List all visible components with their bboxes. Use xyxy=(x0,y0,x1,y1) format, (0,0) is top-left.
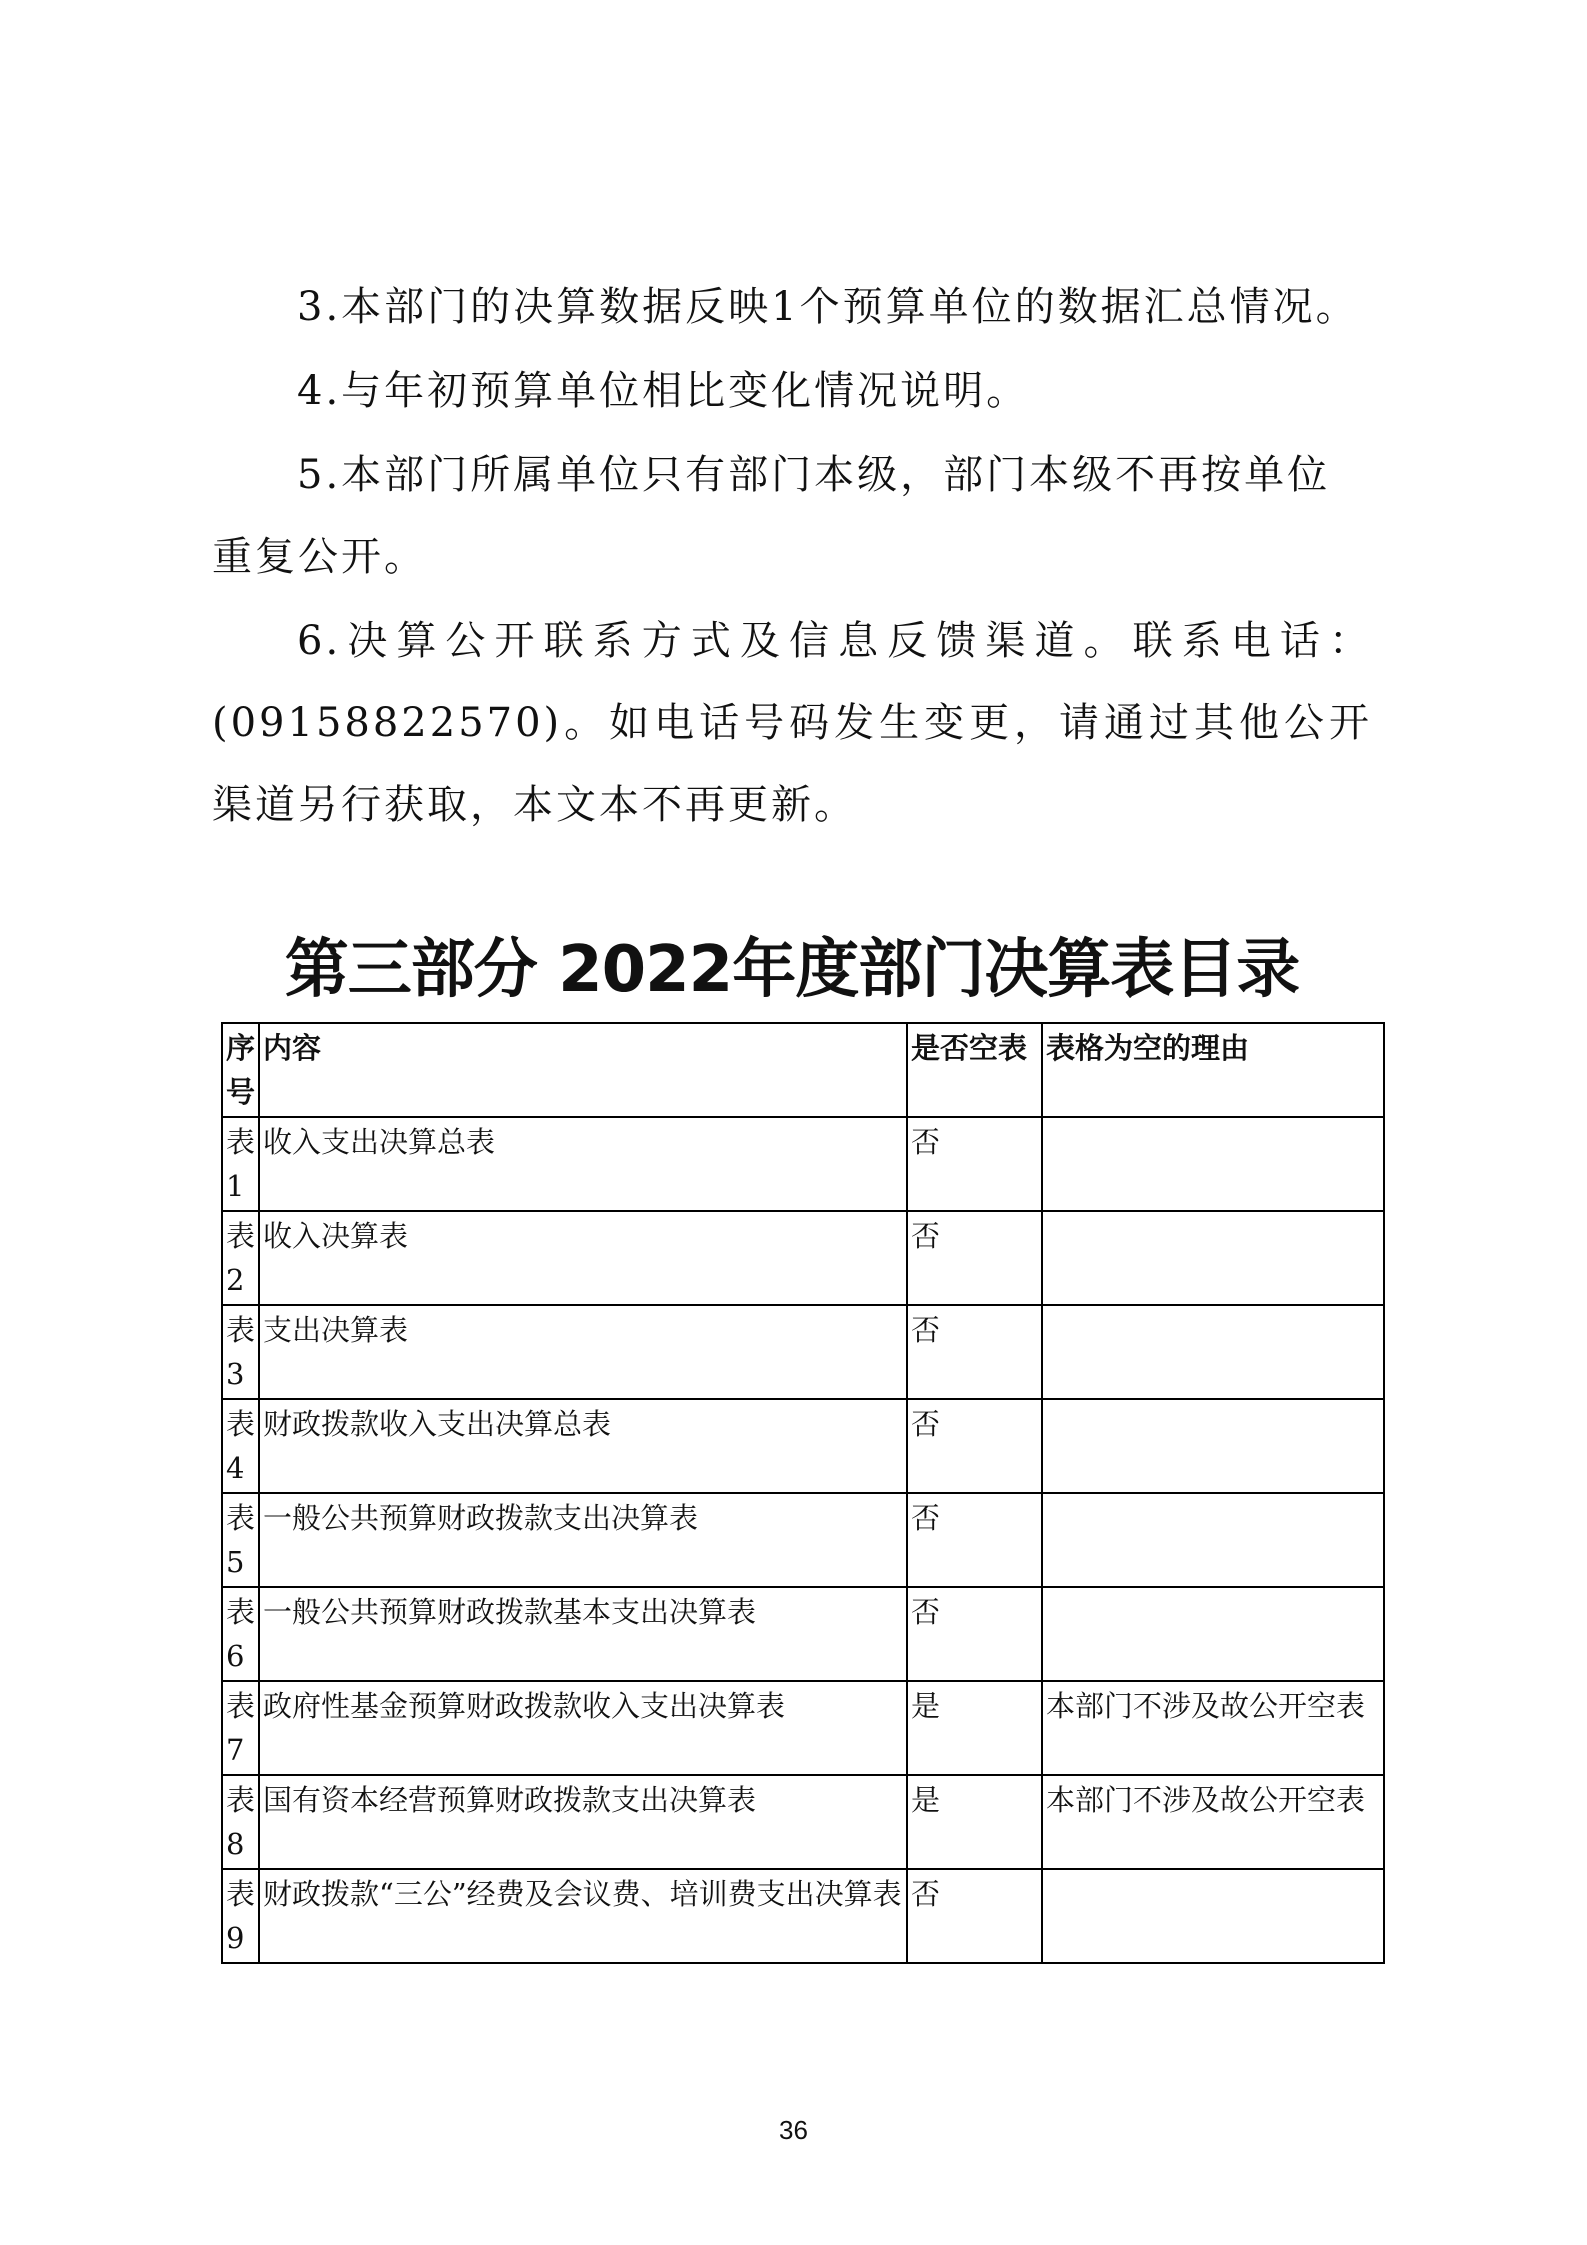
row-content: 收入支出决算总表 xyxy=(259,1117,907,1211)
row-seq: 表5 xyxy=(222,1493,259,1587)
row-is-empty: 否 xyxy=(907,1869,1042,1963)
paragraph-5: 5.本部门所属单位只有部门本级，部门本级不再按单位重复公开。 xyxy=(212,452,1331,580)
row-reason xyxy=(1042,1493,1384,1587)
row-content: 收入决算表 xyxy=(259,1211,907,1305)
table-row xyxy=(222,1681,1384,1775)
row-seq: 表2 xyxy=(222,1211,259,1305)
row-seq: 表9 xyxy=(222,1869,259,1963)
row-is-empty: 否 xyxy=(907,1493,1042,1587)
row-reason xyxy=(1042,1869,1384,1963)
row-is-empty: 否 xyxy=(907,1211,1042,1305)
row-content: 财政拨款“三公”经费及会议费、培训费支出决算表 xyxy=(259,1869,907,1963)
header-is-empty: 是否空表 xyxy=(907,1023,1042,1117)
header-seq: 序号 xyxy=(222,1023,259,1117)
page-number: 36 xyxy=(779,2115,808,2145)
row-is-empty: 是 xyxy=(907,1775,1042,1869)
row-content: 支出决算表 xyxy=(259,1305,907,1399)
row-content: 一般公共预算财政拨款基本支出决算表 xyxy=(259,1587,907,1681)
row-seq: 表4 xyxy=(222,1399,259,1493)
row-reason xyxy=(1042,1117,1384,1211)
row-content: 政府性基金预算财政拨款收入支出决算表 xyxy=(259,1681,907,1775)
table-header-row xyxy=(222,1023,1384,1117)
table-row xyxy=(222,1211,1384,1305)
row-reason: 本部门不涉及故公开空表 xyxy=(1042,1681,1384,1775)
header-reason: 表格为空的理由 xyxy=(1042,1023,1384,1117)
table-row xyxy=(222,1775,1384,1869)
row-reason xyxy=(1042,1587,1384,1681)
table-row xyxy=(222,1493,1384,1587)
row-is-empty: 否 xyxy=(907,1117,1042,1211)
row-seq: 表8 xyxy=(222,1775,259,1869)
table-row xyxy=(222,1869,1384,1963)
row-reason: 本部门不涉及故公开空表 xyxy=(1042,1775,1384,1869)
paragraph-6: 6.决算公开联系方式及信息反馈渠道。联系电话：(09158822570)。如电话号码发生变更，请通过其他公开渠道另行获取，本文本不再更新。 xyxy=(212,618,1372,828)
row-reason xyxy=(1042,1399,1384,1493)
row-reason xyxy=(1042,1211,1384,1305)
row-is-empty: 是 xyxy=(907,1681,1042,1775)
header-content: 内容 xyxy=(259,1023,907,1117)
table-row xyxy=(222,1305,1384,1399)
table-row xyxy=(222,1587,1384,1681)
row-is-empty: 否 xyxy=(907,1305,1042,1399)
paragraph-4: 4.与年初预算单位相比变化情况说明。 xyxy=(297,368,1030,414)
row-reason xyxy=(1042,1305,1384,1399)
table-row xyxy=(222,1117,1384,1211)
row-is-empty: 否 xyxy=(907,1587,1042,1681)
row-content: 国有资本经营预算财政拨款支出决算表 xyxy=(259,1775,907,1869)
row-seq: 表7 xyxy=(222,1681,259,1775)
row-content: 财政拨款收入支出决算总表 xyxy=(259,1399,907,1493)
row-seq: 表6 xyxy=(222,1587,259,1681)
section-title: 第三部分 2022年度部门决算表目录 xyxy=(284,933,1300,1007)
catalog-table xyxy=(221,1022,1385,1964)
row-is-empty: 否 xyxy=(907,1399,1042,1493)
table-row xyxy=(222,1399,1384,1493)
row-content: 一般公共预算财政拨款支出决算表 xyxy=(259,1493,907,1587)
row-seq: 表3 xyxy=(222,1305,259,1399)
row-seq: 表1 xyxy=(222,1117,259,1211)
paragraph-3: 3.本部门的决算数据反映1个预算单位的数据汇总情况。 xyxy=(297,284,1359,330)
